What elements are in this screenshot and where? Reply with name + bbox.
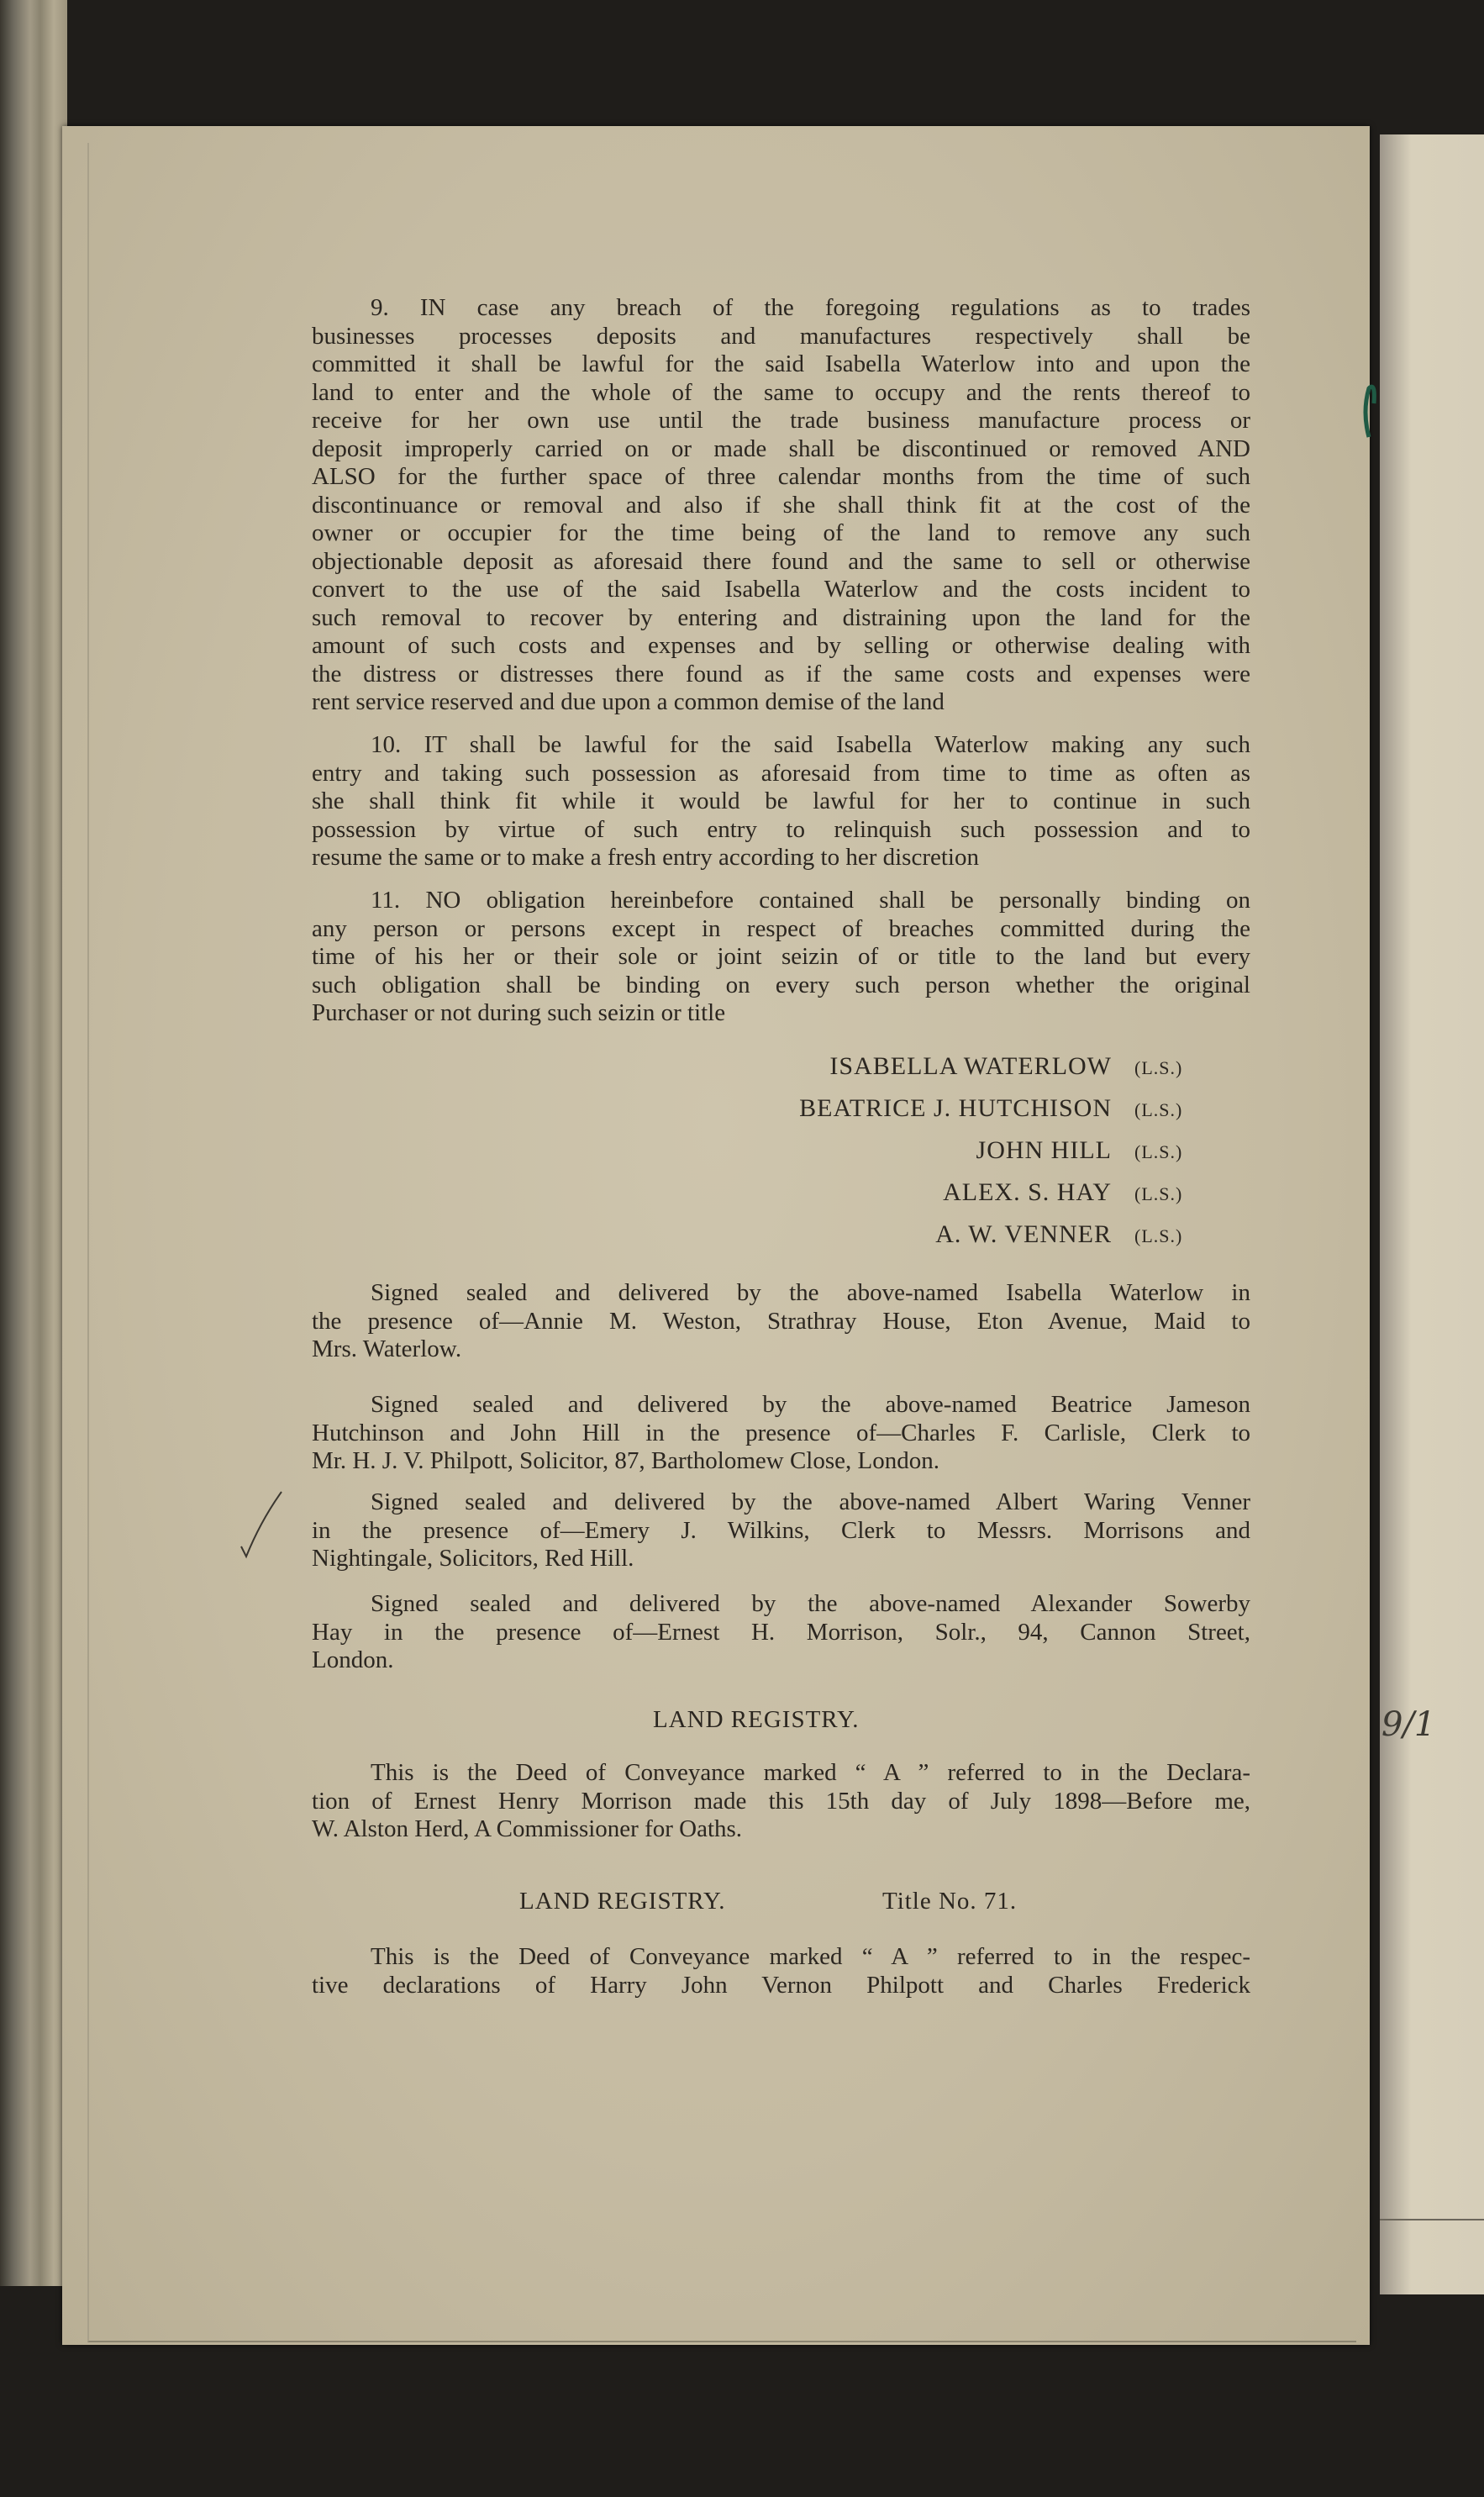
p10-line: 10. IT shall be lawful for the said Isabella Waterlow making any such	[371, 731, 1250, 758]
signed1-line: Signed sealed and delivered by the above-named Isabella Waterlow in	[371, 1279, 1250, 1306]
p9-line: deposit improperly carried on or made shall be discontinued or removed AND	[312, 435, 1250, 462]
seal-mark: (L.S.)	[1134, 1183, 1183, 1204]
signatory-name: A. W. VENNER	[935, 1220, 1112, 1248]
signed4-line: London.	[312, 1646, 394, 1673]
p9-line: convert to the use of the said Isabella Waterlow and the costs incident to	[312, 576, 1250, 603]
signatory-name: ALEX. S. HAY	[943, 1178, 1112, 1206]
signed2-line: Signed sealed and delivered by the above-named Beatrice Jameson	[371, 1391, 1250, 1418]
p9-line: land to enter and the whole of the same to occupy and the rents thereof to	[312, 378, 1250, 406]
facing-page-edge	[1380, 134, 1484, 2294]
heading-land-registry-2: LAND REGISTRY.	[519, 1888, 726, 1915]
p11-line: Purchaser or not during such seizin or title	[312, 999, 726, 1026]
margin-note-text: 9/1	[1381, 1705, 1436, 1744]
p11-line: 11. NO obligation hereinbefore contained shall be personally binding on	[371, 887, 1250, 914]
p9-line: amount of such costs and expenses and by selling or otherwise dealing with	[312, 632, 1250, 659]
p11-line: such obligation shall be binding on every such person whether the original	[312, 971, 1250, 998]
seal-mark: (L.S.)	[1134, 1057, 1183, 1078]
p9-line: objectionable deposit as aforesaid there found and the same to sell or otherwise	[312, 547, 1250, 575]
pencil-margin-note	[1378, 1698, 1437, 1757]
p10-line: resume the same or to make a fresh entry according to her discretion	[312, 844, 979, 871]
signed1-line: the presence of—Annie M. Weston, Strathray House, Eton Avenue, Maid to	[312, 1307, 1250, 1335]
signed3-line: Signed sealed and delivered by the above-named Albert Waring Venner	[371, 1488, 1250, 1515]
p10-line: possession by virtue of such entry to relinquish such possession and to	[312, 815, 1250, 843]
p11-line: time of his her or their sole or joint seizin of or title to the land but every	[312, 943, 1250, 970]
registry2-line: This is the Deed of Conveyance marked “ A ” referred to in the respec-	[371, 1943, 1250, 1970]
signed2-line: Mr. H. J. V. Philpott, Solicitor, 87, Bartholomew Close, London.	[312, 1447, 939, 1474]
p11-line: any person or persons except in respect of breaches committed during the	[312, 914, 1250, 942]
stacked-page-edges	[0, 0, 67, 2286]
p10-line: entry and taking such possession as aforesaid from time to time as often as	[312, 759, 1250, 787]
signed1-line: Mrs. Waterlow.	[312, 1335, 462, 1362]
signatory-name: ISABELLA WATERLOW	[829, 1052, 1112, 1080]
p9-line: receive for her own use until the trade business manufacture process or	[312, 407, 1250, 434]
seal-mark: (L.S.)	[1134, 1141, 1183, 1162]
signed4-line: Hay in the presence of—Ernest H. Morrison, Solr., 94, Cannon Street,	[312, 1618, 1250, 1646]
p10-line: she shall think fit while it would be lawful for her to continue in such	[312, 788, 1250, 814]
pencil-tick-mark	[239, 1488, 290, 1563]
signed2-line: Hutchinson and John Hill in the presence of—Charles F. Carlisle, Clerk to	[312, 1419, 1250, 1446]
signed4-line: Signed sealed and delivered by the above-named Alexander Sowerby	[371, 1590, 1250, 1617]
heading-land-registry: LAND REGISTRY.	[653, 1706, 860, 1733]
seal-mark: (L.S.)	[1134, 1099, 1183, 1120]
signatory-name: BEATRICE J. HUTCHISON	[799, 1094, 1112, 1122]
registry1-line: tion of Ernest Henry Morrison made this 15th day of July 1898—Before me,	[312, 1787, 1250, 1815]
registry2-line: tive declarations of Harry John Vernon Philpott and Charles Frederick	[312, 1971, 1250, 1999]
title-number: Title No. 71.	[882, 1888, 1018, 1915]
p9-line: ALSO for the further space of three calendar months from the time of such	[312, 463, 1250, 490]
p9-line: discontinuance or removal and also if she shall think fit at the cost of the	[312, 491, 1250, 519]
p9-line: businesses processes deposits and manufactures respectively shall be	[312, 322, 1250, 350]
signatory-name: JOHN HILL	[976, 1136, 1112, 1164]
registry1-line: This is the Deed of Conveyance marked “ A ” referred to in the Declara-	[371, 1759, 1250, 1786]
p9-line: such removal to recover by entering and distraining upon the land for the	[312, 603, 1250, 631]
signed3-line: Nightingale, Solicitors, Red Hill.	[312, 1545, 634, 1572]
p9-line: rent service reserved and due upon a common demise of the land	[312, 688, 945, 715]
seal-mark: (L.S.)	[1134, 1225, 1183, 1246]
registry1-line: W. Alston Herd, A Commissioner for Oaths.	[312, 1815, 743, 1842]
green-thread	[1357, 378, 1382, 445]
p9-line: 9. IN case any breach of the foregoing regulations as to trades	[371, 294, 1250, 321]
p9-line: owner or occupier for the time being of the land to remove any such	[312, 519, 1250, 546]
p9-line: committed it shall be lawful for the said Isabella Waterlow into and upon the	[312, 350, 1250, 377]
signed3-line: in the presence of—Emery J. Wilkins, Clerk to Messrs. Morrisons and	[312, 1516, 1250, 1544]
p9-line: the distress or distresses there found as if the same costs and expenses were	[312, 660, 1250, 687]
